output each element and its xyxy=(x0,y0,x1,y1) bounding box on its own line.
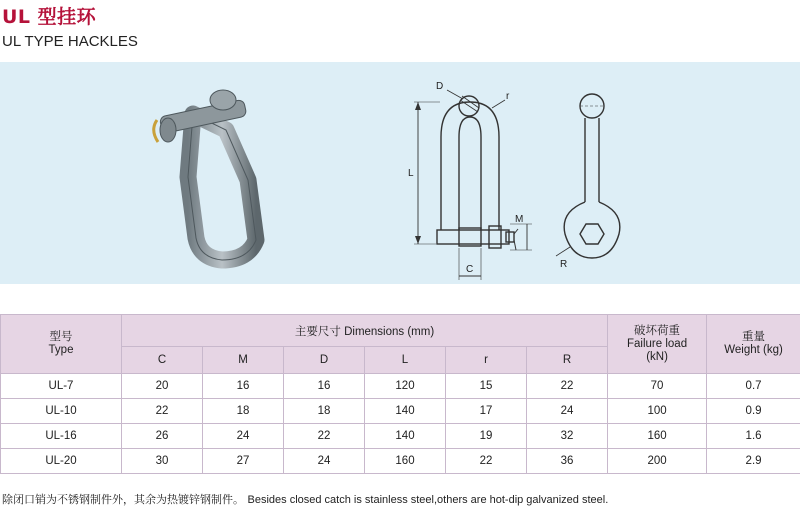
cell-type: UL-20 xyxy=(1,449,122,474)
cell-m: 18 xyxy=(203,399,284,424)
table-row xyxy=(1,374,800,399)
cell-m: 16 xyxy=(203,374,284,399)
footnote-en: Besides closed catch is stainless steel,others are hot-dip galvanized steel. xyxy=(247,494,609,506)
figure-svg xyxy=(0,62,800,284)
col-header-big-r: R xyxy=(527,347,608,374)
cell-failure-load: 160 xyxy=(608,424,707,449)
dim-label-m: M xyxy=(515,214,524,225)
page-subtitle: UL TYPE HACKLES xyxy=(2,33,138,50)
dim-label-big-r: R xyxy=(560,259,568,270)
cell-weight: 0.9 xyxy=(707,399,800,424)
cell-big-r: 32 xyxy=(527,424,608,449)
table-row xyxy=(1,399,800,424)
col-header-d: D xyxy=(284,347,365,374)
cell-big-r: 24 xyxy=(527,399,608,424)
cell-d: 16 xyxy=(284,374,365,399)
cell-type: UL-7 xyxy=(1,374,122,399)
cell-failure-load: 200 xyxy=(608,449,707,474)
spec-table xyxy=(0,314,800,474)
cell-type: UL-16 xyxy=(1,424,122,449)
cell-l: 140 xyxy=(365,399,446,424)
cell-l: 160 xyxy=(365,449,446,474)
cell-c: 22 xyxy=(122,399,203,424)
table-row xyxy=(1,449,800,474)
cell-r: 22 xyxy=(446,449,527,474)
cell-weight: 0.7 xyxy=(707,374,800,399)
failure-load-header: 破坏荷重 Failure load (kN) xyxy=(608,315,707,374)
dim-label-r: r xyxy=(506,91,510,102)
col-header-c: C xyxy=(122,347,203,374)
cell-m: 27 xyxy=(203,449,284,474)
footnote xyxy=(2,491,608,507)
dimensions-header: 主要尺寸 Dimensions (mm) xyxy=(122,315,608,347)
type-header: 型号 Type xyxy=(1,315,122,374)
col-header-m: M xyxy=(203,347,284,374)
cell-c: 20 xyxy=(122,374,203,399)
cell-c: 26 xyxy=(122,424,203,449)
cell-d: 22 xyxy=(284,424,365,449)
table-row xyxy=(1,424,800,449)
hackle-side-view-drawing xyxy=(556,94,620,258)
page-title: UL 型挂环 xyxy=(2,6,97,28)
col-header-r: r xyxy=(446,347,527,374)
cell-l: 120 xyxy=(365,374,446,399)
dim-label-c: C xyxy=(466,264,474,275)
dim-label-d: D xyxy=(436,81,444,92)
cell-d: 24 xyxy=(284,449,365,474)
cell-r: 17 xyxy=(446,399,527,424)
footnote-cn: 除闭口销为不锈钢制件外，其余为热镀锌钢制件。 xyxy=(2,493,244,506)
cell-r: 15 xyxy=(446,374,527,399)
cell-failure-load: 70 xyxy=(608,374,707,399)
weight-header: 重量 Weight (kg) xyxy=(707,315,800,374)
hackle-photo-icon xyxy=(154,90,256,260)
cell-failure-load: 100 xyxy=(608,399,707,424)
cell-r: 19 xyxy=(446,424,527,449)
cell-big-r: 22 xyxy=(527,374,608,399)
dim-label-l: L xyxy=(408,168,414,179)
cell-weight: 1.6 xyxy=(707,424,800,449)
cell-weight: 2.9 xyxy=(707,449,800,474)
cell-type: UL-10 xyxy=(1,399,122,424)
figure-panel xyxy=(0,62,800,284)
cell-l: 140 xyxy=(365,424,446,449)
cell-big-r: 36 xyxy=(527,449,608,474)
cell-d: 18 xyxy=(284,399,365,424)
cell-m: 24 xyxy=(203,424,284,449)
cell-c: 30 xyxy=(122,449,203,474)
col-header-l: L xyxy=(365,347,446,374)
hackle-technical-drawing xyxy=(414,90,532,280)
